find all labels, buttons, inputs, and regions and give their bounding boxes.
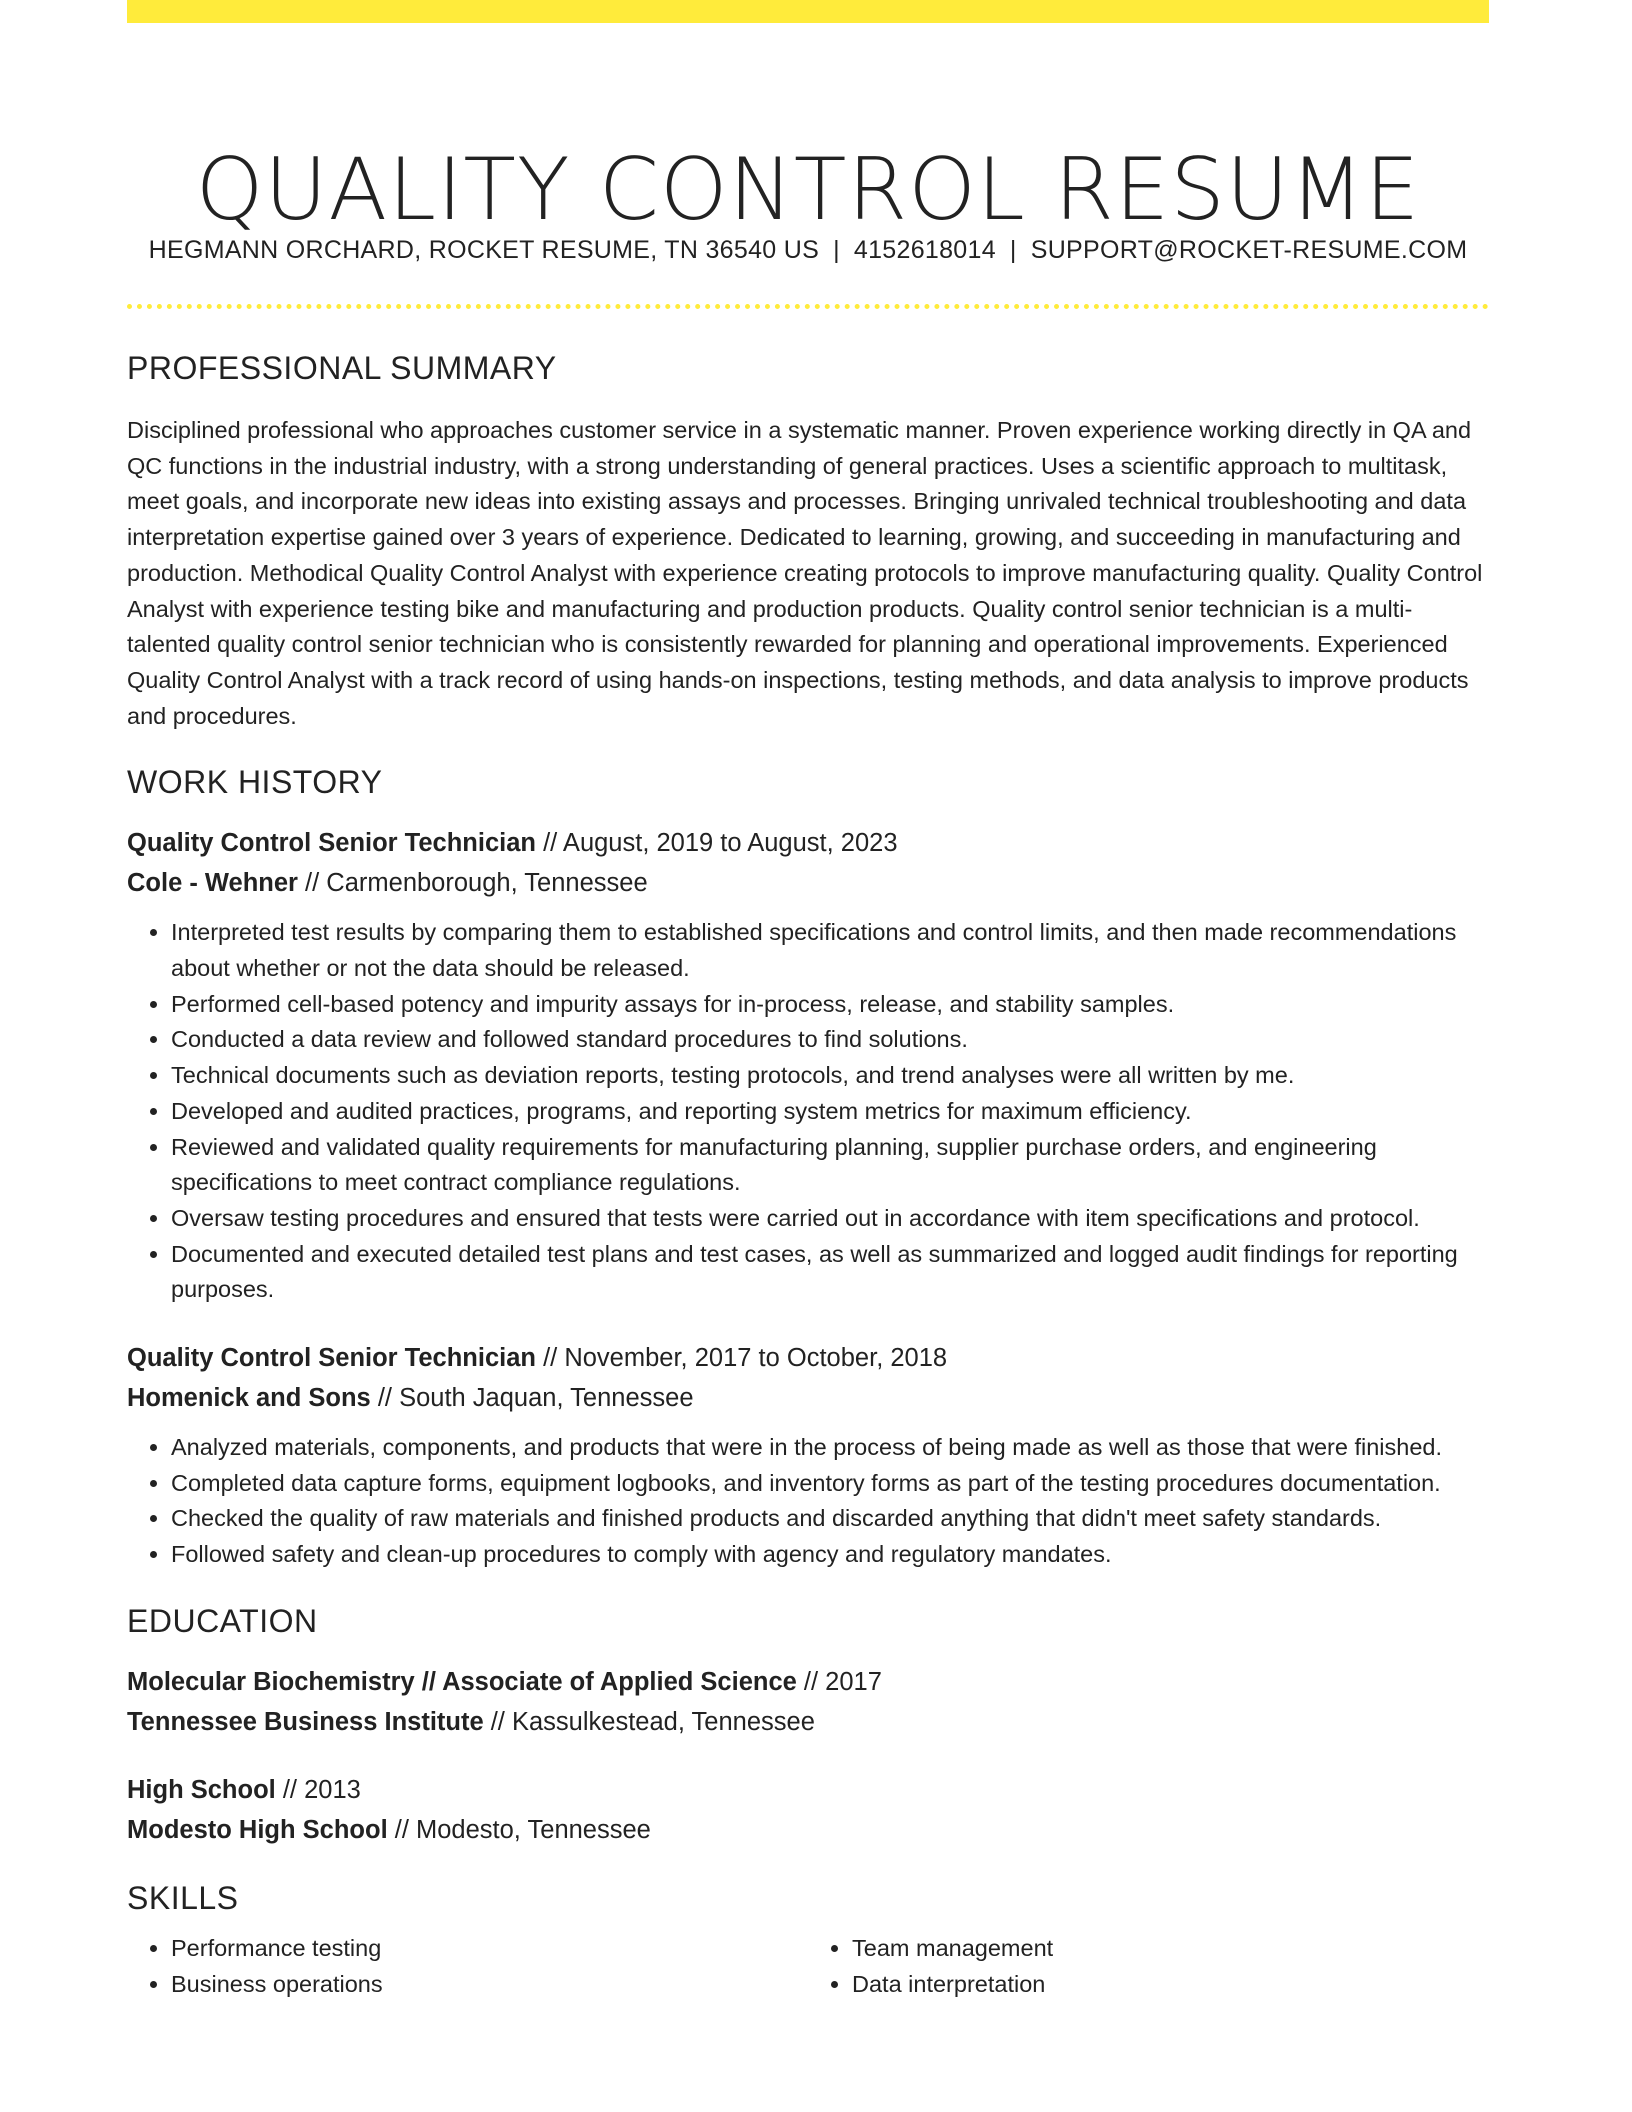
skills-list-left bbox=[127, 1931, 808, 2002]
education-entry bbox=[127, 1662, 1489, 1742]
school-location: // Modesto, Tennessee bbox=[387, 1815, 651, 1844]
job-entry bbox=[127, 1338, 1489, 1573]
list-item: • Developed and audited practices, programs, and reporting system metrics for maximum efficiency. bbox=[171, 1094, 1489, 1130]
school-line bbox=[127, 1702, 1489, 1742]
dotted-divider bbox=[127, 304, 1489, 309]
list-item: • Interpreted test results by comparing them to established specifications and control limits, and then made recommendations about whether or not the data should be released. bbox=[171, 915, 1489, 986]
list-item: • Followed safety and clean-up procedures to comply with agency and regulatory mandates. bbox=[171, 1537, 1489, 1573]
degree: High School bbox=[127, 1775, 276, 1804]
resume-content bbox=[127, 350, 1489, 2002]
job-entry bbox=[127, 823, 1489, 1308]
contact-email: SUPPORT@ROCKET-RESUME.COM bbox=[1030, 236, 1468, 264]
degree-year: // 2017 bbox=[796, 1667, 882, 1696]
school: Tennessee Business Institute bbox=[127, 1707, 484, 1736]
contact-phone: 4152618014 bbox=[853, 236, 996, 264]
skill-item: • Team management bbox=[852, 1931, 1489, 1967]
contact-separator: | bbox=[1009, 236, 1017, 264]
list-item: • Checked the quality of raw materials and finished products and discarded anything that didn't meet safety standards. bbox=[171, 1501, 1489, 1537]
list-item: • Reviewed and validated quality requirements for manufacturing planning, supplier purchase orders, and engineering specifications to meet contract compliance regulations. bbox=[171, 1130, 1489, 1201]
degree-line bbox=[127, 1662, 1489, 1702]
accent-bar bbox=[127, 0, 1489, 23]
work-history-section bbox=[127, 764, 1489, 1573]
job-title-line bbox=[127, 823, 1489, 863]
job-dates: // August, 2019 to August, 2023 bbox=[536, 829, 898, 858]
skill-item: • Business operations bbox=[171, 1967, 808, 2003]
list-item: • Technical documents such as deviation reports, testing protocols, and trend analyses were all written by me. bbox=[171, 1058, 1489, 1094]
job-company-line bbox=[127, 863, 1489, 903]
job-title: Quality Control Senior Technician bbox=[127, 1344, 536, 1373]
skills-section bbox=[127, 1880, 1489, 2002]
contact-address: HEGMANN ORCHARD, ROCKET RESUME, TN 36540 US bbox=[148, 236, 820, 264]
list-item: • Conducted a data review and followed standard procedures to find solutions. bbox=[171, 1022, 1489, 1058]
education-entry bbox=[127, 1770, 1489, 1850]
work-history-heading: WORK HISTORY bbox=[127, 764, 383, 801]
skills-heading: SKILLS bbox=[127, 1879, 239, 1916]
summary-text: Disciplined professional who approaches customer service in a systematic manner. Proven experience working directly in QA and QC functions in the industrial industry, with a strong understanding of general practices. Uses a scientific approach to multitask, meet goals, and incorporate new ideas into existing assays and processes. Bringing unrivaled technical troubleshooting and data interpretation expertise gained over 3 years of experience. Dedicated to learning, growing, and succeeding in manufacturing and production. Methodical Quality Control Analyst with experience creating protocols to improve manufacturing quality. Quality Control Analyst with experience testing bike and manufacturing and production products. Quality control senior technician is a multi-talented quality control senior technician who is consistently rewarded for planning and operational improvements. Experienced Quality Control Analyst with a track record of using hands-on inspections, testing methods, and data analysis to improve products and procedures. bbox=[127, 417, 1483, 729]
degree-year: // 2013 bbox=[275, 1775, 361, 1804]
list-item: • Analyzed materials, components, and products that were in the process of being made as well as those that were finished. bbox=[171, 1430, 1489, 1466]
job-title: Quality Control Senior Technician bbox=[127, 829, 536, 858]
job-company: Homenick and Sons bbox=[127, 1384, 371, 1413]
job-bullet-list bbox=[127, 915, 1489, 1308]
list-item: • Performed cell-based potency and impurity assays for in-process, release, and stability samples. bbox=[171, 987, 1489, 1023]
summary-heading: PROFESSIONAL SUMMARY bbox=[127, 350, 557, 386]
school: Modesto High School bbox=[127, 1815, 388, 1844]
job-bullet-list bbox=[127, 1430, 1489, 1573]
skills-grid bbox=[127, 1931, 1489, 2002]
contact-separator: | bbox=[833, 236, 840, 264]
job-location: // Carmenborough, Tennessee bbox=[297, 869, 648, 898]
degree: Molecular Biochemistry // Associate of Applied Science bbox=[127, 1667, 797, 1696]
job-company-line bbox=[127, 1378, 1489, 1418]
degree-line bbox=[127, 1770, 1489, 1810]
skills-list-right bbox=[808, 1931, 1489, 2002]
contact-line bbox=[127, 236, 1489, 265]
skill-item: • Performance testing bbox=[171, 1931, 808, 1967]
page-title: QUALITY CONTROL RESUME bbox=[195, 139, 1421, 240]
job-company: Cole - Wehner bbox=[127, 869, 298, 898]
education-section bbox=[127, 1603, 1489, 1850]
job-location: // South Jaquan, Tennessee bbox=[370, 1384, 694, 1413]
school-location: // Kassulkestead, Tennessee bbox=[483, 1707, 815, 1736]
school-line bbox=[127, 1810, 1489, 1850]
job-dates: // November, 2017 to October, 2018 bbox=[536, 1344, 948, 1373]
job-title-line bbox=[127, 1338, 1489, 1378]
list-item: • Oversaw testing procedures and ensured that tests were carried out in accordance with item specifications and protocol. bbox=[171, 1201, 1489, 1237]
list-item: • Completed data capture forms, equipment logbooks, and inventory forms as part of the testing procedures documentation. bbox=[171, 1466, 1489, 1502]
summary-section bbox=[127, 350, 1489, 734]
education-heading: EDUCATION bbox=[127, 1602, 318, 1639]
skill-item: • Data interpretation bbox=[852, 1967, 1489, 2003]
list-item: • Documented and executed detailed test plans and test cases, as well as summarized and logged audit findings for reporting purposes. bbox=[171, 1237, 1489, 1308]
